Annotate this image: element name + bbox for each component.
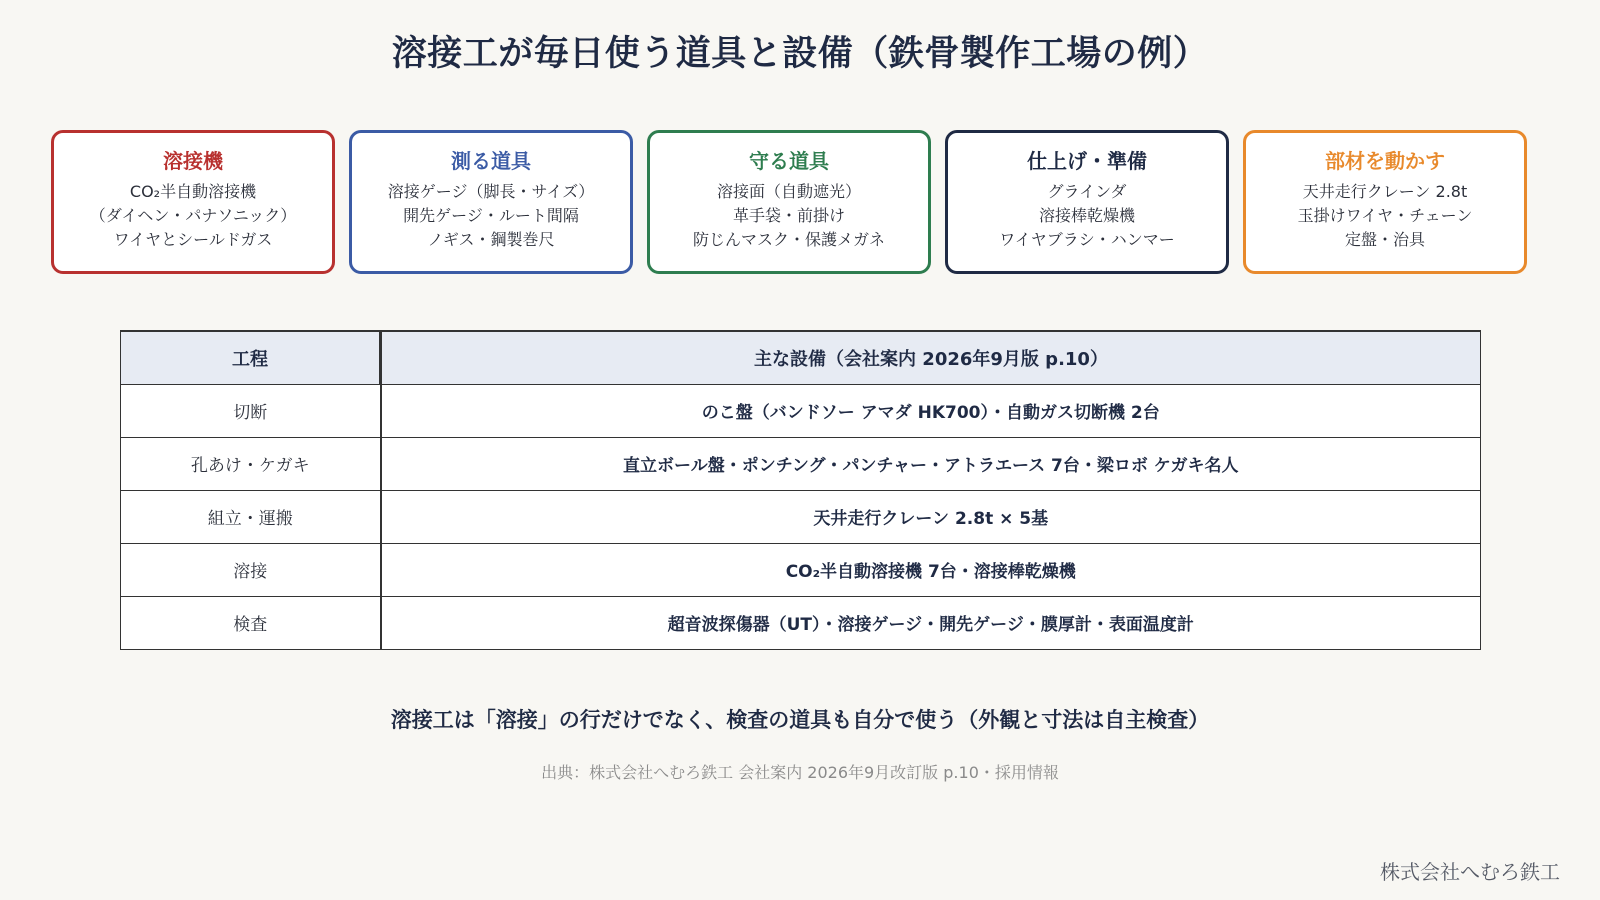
card-line: 定盤・治具: [1344, 230, 1425, 249]
card-line: 溶接面（自動遮光）: [716, 182, 861, 201]
card-title: 測る道具: [451, 149, 531, 173]
card-measuring-tools: [349, 130, 633, 274]
card-moving-materials: [1243, 130, 1527, 274]
table-row: [121, 384, 1481, 437]
card-line: ワイヤとシールドガス: [113, 230, 273, 249]
source-citation: 出典：株式会社へむろ鉄工 会社案内 2026年9月改訂版 p.10・採用情報: [541, 763, 1059, 782]
card-line: CO₂半自動溶接機: [129, 182, 257, 201]
page-title: 溶接工が毎日使う道具と設備（鉄骨製作工場の例）: [391, 34, 1209, 74]
card-title: 仕上げ・準備: [1027, 149, 1147, 173]
table-row: [121, 437, 1481, 490]
process-cell: 検査: [121, 596, 381, 649]
card-welding-machine: [51, 130, 335, 274]
header-equipment: 主な設備（会社案内 2026年9月版 p.10）: [381, 331, 1481, 384]
company-brand: 株式会社へむろ鉄工: [1380, 860, 1560, 884]
equipment-table: [120, 330, 1481, 650]
process-cell: 溶接: [121, 543, 381, 596]
table-row: [121, 490, 1481, 543]
equipment-cell: 直立ボール盤・ポンチング・パンチャー・アトラエース 7台・梁ロボ ケガキ名人: [381, 437, 1481, 490]
card-protective-gear: [647, 130, 931, 274]
card-line: ワイヤブラシ・ハンマー: [999, 230, 1175, 249]
card-line: ノギス・鋼製巻尺: [427, 230, 555, 249]
table-row: [121, 596, 1481, 649]
card-line: グラインダ: [1047, 182, 1127, 201]
card-title: 溶接機: [163, 149, 223, 173]
process-cell: 孔あけ・ケガキ: [121, 437, 381, 490]
card-line: 防じんマスク・保護メガネ: [692, 230, 885, 249]
process-cell: 組立・運搬: [121, 490, 381, 543]
summary-note: 溶接工は「溶接」の行だけでなく、検査の道具も自分で使う（外観と寸法は自主検査）: [390, 708, 1210, 732]
header-process: 工程: [121, 331, 381, 384]
card-title: 部材を動かす: [1325, 149, 1445, 173]
card-line: 革手袋・前掛け: [732, 206, 845, 225]
equipment-cell: 超音波探傷器（UT）・溶接ゲージ・開先ゲージ・膜厚計・表面温度計: [381, 596, 1481, 649]
card-line: （ダイヘン・パナソニック）: [89, 206, 297, 225]
card-line: 玉掛けワイヤ・チェーン: [1297, 206, 1473, 225]
process-cell: 切断: [121, 384, 381, 437]
card-title: 守る道具: [749, 149, 829, 173]
card-line: 開先ゲージ・ルート間隔: [403, 206, 579, 225]
equipment-cell: 天井走行クレーン 2.8t × 5基: [381, 490, 1481, 543]
card-line: 溶接棒乾燥機: [1038, 206, 1135, 225]
table-row: [121, 543, 1481, 596]
tool-category-cards: [51, 130, 1527, 274]
card-line: 天井走行クレーン 2.8t: [1302, 182, 1468, 201]
card-finishing-prep: [945, 130, 1229, 274]
card-line: 溶接ゲージ（脚長・サイズ）: [387, 182, 595, 201]
equipment-cell: CO₂半自動溶接機 7台・溶接棒乾燥機: [381, 543, 1481, 596]
table-header-row: [121, 331, 1481, 384]
equipment-cell: のこ盤（バンドソー アマダ HK700）・自動ガス切断機 2台: [381, 384, 1481, 437]
